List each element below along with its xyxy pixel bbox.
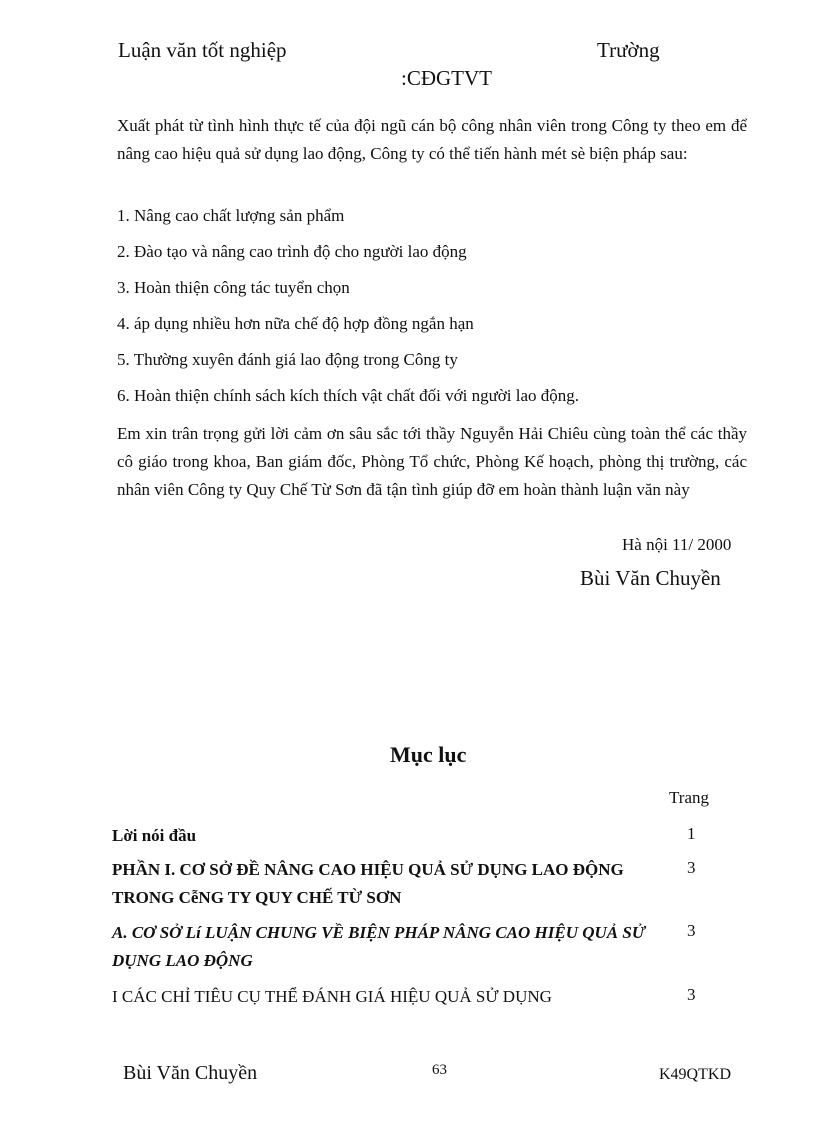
- date-line: Hà nội 11/ 2000: [622, 535, 732, 554]
- header-school-code: :CĐGTVT: [401, 66, 492, 90]
- footer-class-code: K49QTKD: [659, 1066, 731, 1083]
- intro-paragraph: Xuất phát từ tình hình thực tế của đội ngũ cán bộ công nhân viên trong Công ty theo em để nâng cao hiệu quả sử dụng lao động, Công ty có thể tiến hành mét sè biện pháp sau:: [117, 116, 747, 163]
- header-school: Trường: [597, 38, 660, 62]
- measure-item-6: 6. Hoàn thiện chính sách kích thích vật chất đối với người lao động.: [117, 386, 580, 405]
- toc-entry-page: 3: [687, 921, 696, 940]
- footer-author: Bùi Văn Chuyền: [123, 1062, 258, 1084]
- thanks-paragraph: Em xin trân trọng gửi lời cảm ơn sâu sắc tới thầy Nguyễn Hải Chiêu cùng toàn thể các thầy cô giáo trong khoa, Ban giám đốc, Phòng Tổ chức, Phòng Kế hoạch, phòng thị trường, các nhân viên Công ty Quy Chế Từ Sơn đã tận tình giúp đỡ em hoàn thành luận văn này: [117, 424, 747, 499]
- toc-title: Mục lục: [390, 742, 467, 767]
- toc-entry-text: A. CƠ SỞ Lí LUẬN CHUNG VỀ BIỆN PHÁP NÂNG CAO HIỆU QUẢ SỬ DỤNG LAO ĐỘNG: [112, 923, 646, 970]
- toc-entry-text: PHẦN I. CƠ SỞ ĐỀ NÂNG CAO HIỆU QUẢ SỬ DỤNG LAO ĐỘNG TRONG CễNG TY QUY CHẾ TỪ SƠN: [112, 860, 624, 907]
- toc-entry-page: 3: [687, 858, 696, 877]
- page-number: 63: [432, 1062, 447, 1078]
- measure-item-2: 2. Đào tạo và nâng cao trình độ cho người lao động: [117, 242, 467, 261]
- toc-entry-text: Lời nói đầu: [112, 826, 197, 845]
- header-title: Luận văn tốt nghiệp: [118, 38, 287, 62]
- toc-entry-page: 1: [687, 824, 696, 843]
- measure-item-5: 5. Thường xuyên đánh giá lao động trong Công ty: [117, 350, 458, 369]
- measure-item-3: 3. Hoàn thiện công tác tuyển chọn: [117, 278, 350, 297]
- measure-item-1: 1. Nâng cao chất lượng sản phẩm: [117, 206, 345, 225]
- toc-page-header: Trang: [669, 788, 709, 807]
- toc-entry-page: 3: [687, 985, 696, 1004]
- signature: Bùi Văn Chuyền: [580, 566, 721, 590]
- measure-item-4: 4. áp dụng nhiều hơn nữa chế độ hợp đồng ngắn hạn: [117, 314, 474, 333]
- toc-entry-text: I CÁC CHỈ TIÊU CỤ THỂ ĐÁNH GIÁ HIỆU QUẢ SỬ DỤNG: [112, 987, 552, 1006]
